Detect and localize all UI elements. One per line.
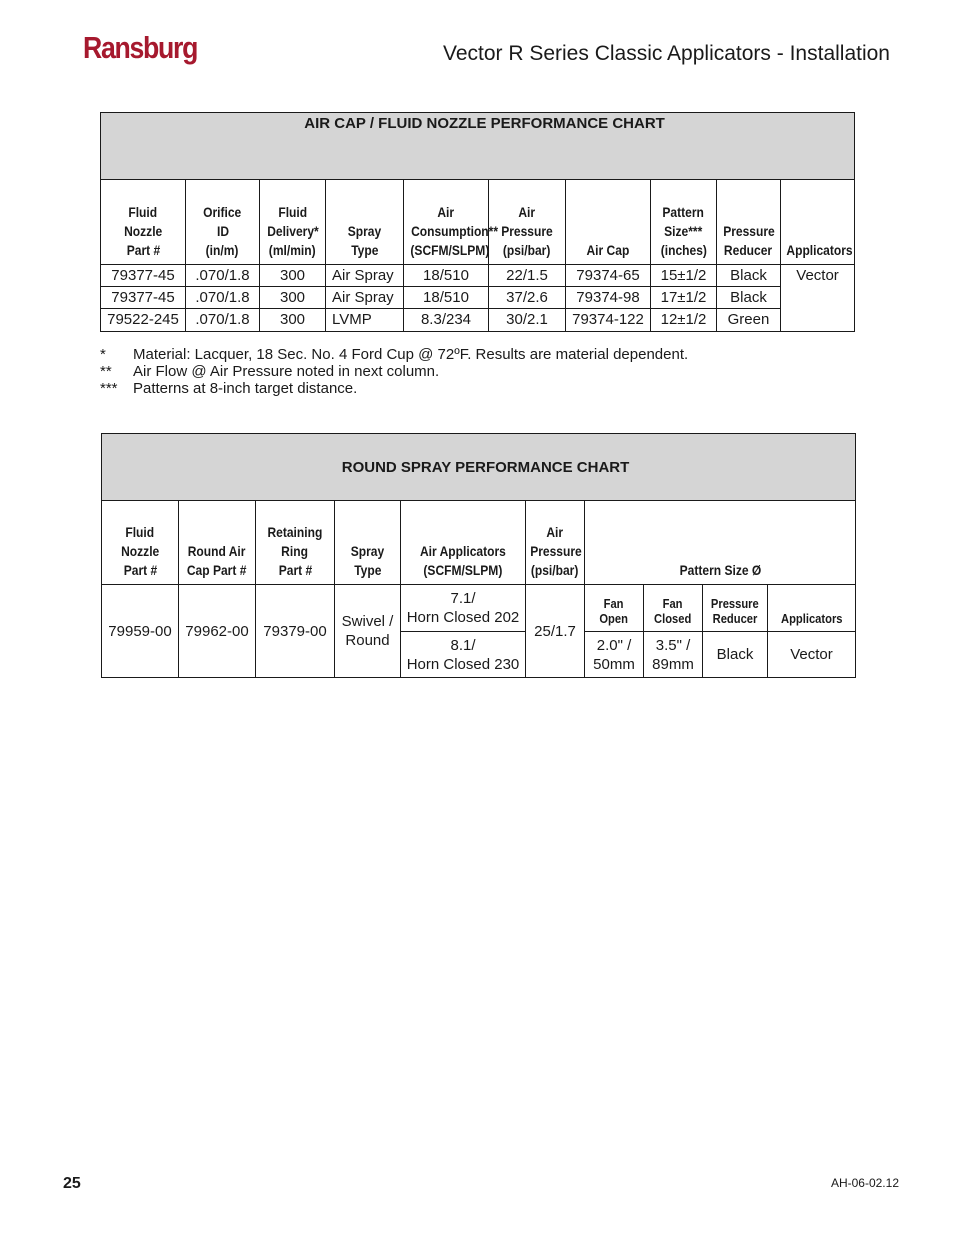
table-cell: 300 <box>260 265 326 287</box>
header-line: Pressure <box>530 543 582 559</box>
table-cell: 17±1/2 <box>651 287 717 309</box>
header-line: Fluid <box>128 204 158 220</box>
footnote-text: Patterns at 8-inch target distance. <box>133 380 358 397</box>
column-header <box>260 180 326 265</box>
table-cell: 15±1/2 <box>651 265 717 287</box>
footnote-mark: *** <box>100 380 118 397</box>
col-applicators <box>768 585 856 632</box>
header-line: Nozzle <box>123 223 163 239</box>
table-cell: Black <box>717 265 781 287</box>
footnote <box>100 363 688 380</box>
header-line: Fluid <box>278 204 307 220</box>
col-retaining-ring <box>256 501 335 585</box>
col-fan-closed <box>644 585 703 632</box>
col-pattern-size <box>585 501 856 585</box>
table-cell: .070/1.8 <box>186 287 260 309</box>
air-cap-performance-table <box>100 112 855 332</box>
header-line: Spray <box>350 543 385 559</box>
col-pressure-reducer <box>703 585 768 632</box>
air-pressure-value: 25/1.7 <box>526 585 585 678</box>
header-line: (ml/min) <box>269 242 316 258</box>
table-cell: 18/510 <box>404 265 489 287</box>
header-line: Round Air <box>188 543 246 559</box>
col-spray-type <box>335 501 401 585</box>
consumption-line: 8.1/ <box>450 636 476 654</box>
consumption-line: 7.1/ <box>450 590 476 607</box>
air-cap-header-row <box>101 180 855 265</box>
header-line: (psi/bar) <box>531 562 579 578</box>
footnote <box>100 346 688 363</box>
header-line: Fan <box>663 596 683 611</box>
fan-closed-line: 89mm <box>652 655 694 673</box>
header-line: Applicators <box>780 611 843 626</box>
header-line: Type <box>350 242 379 258</box>
header-line: Air Applicators <box>420 543 506 559</box>
table-cell: Air Spray <box>326 287 404 309</box>
col-air-consumption <box>401 501 526 585</box>
round-air-cap-value: 79962-00 <box>179 585 256 678</box>
col-air-pressure <box>526 501 585 585</box>
footnote-text: Material: Lacquer, 18 Sec. No. 4 Ford Cup @ 72ºF. Results are material dependent. <box>133 346 689 363</box>
fan-open-line: 2.0" / <box>596 636 632 654</box>
fluid-nozzle-value: 79959-00 <box>102 585 179 678</box>
brand-logo: Ransburg <box>83 30 198 65</box>
header-line: Air Cap <box>586 242 630 258</box>
table-cell: LVMP <box>326 309 404 332</box>
fan-open-line: 50mm <box>593 655 635 673</box>
header-line: (psi/bar) <box>503 242 551 258</box>
table-cell: 79522-245 <box>101 309 186 332</box>
document-title: Vector R Series Classic Applicators - Installation <box>442 42 890 65</box>
spray-type-line: Swivel / <box>341 613 394 630</box>
table-cell: 22/1.5 <box>489 265 566 287</box>
fan-closed-value <box>644 632 703 678</box>
header-line: Pressure <box>722 223 775 239</box>
footnote <box>100 380 688 397</box>
column-header <box>186 180 260 265</box>
table-cell: 37/2.6 <box>489 287 566 309</box>
header-line: Pressure <box>501 223 553 239</box>
header-line: Size*** <box>664 223 703 239</box>
column-header <box>717 180 781 265</box>
footnote-text: Air Flow @ Air Pressure noted in next column. <box>133 363 440 380</box>
header-line: Pattern <box>662 204 705 220</box>
table-cell: 79374-122 <box>566 309 651 332</box>
fan-closed-line: 3.5" / <box>655 636 691 654</box>
air-cap-chart-title: AIR CAP / FLUID NOZZLE PERFORMANCE CHART <box>101 113 855 180</box>
table-cell: .070/1.8 <box>186 309 260 332</box>
table-cell: 300 <box>260 287 326 309</box>
col-round-air-cap <box>179 501 256 585</box>
table-cell: 8.3/234 <box>404 309 489 332</box>
header-line: (SCFM/SLPM) <box>410 242 490 258</box>
round-spray-header-row <box>102 501 856 585</box>
header-line: Reducer <box>724 242 773 258</box>
retaining-ring-value: 79379-00 <box>256 585 335 678</box>
table-cell: 300 <box>260 309 326 332</box>
table-cell: .070/1.8 <box>186 265 260 287</box>
header-line: (inches) <box>660 242 707 258</box>
header-line: (in/m) <box>206 242 239 258</box>
header-line: Closed <box>654 611 692 626</box>
header-line: Orifice <box>203 204 242 220</box>
header-line: (SCFM/SLPM) <box>423 562 503 578</box>
column-header <box>101 180 186 265</box>
table-cell: 79377-45 <box>101 265 186 287</box>
header-line: Part # <box>278 562 312 578</box>
footnote-mark: * <box>100 346 106 363</box>
table-cell: Green <box>717 309 781 332</box>
header-line: Applicators <box>786 242 853 258</box>
header-line: Consumption** <box>411 223 499 239</box>
header-line: Pattern Size Ø <box>679 562 761 578</box>
consumption-value <box>401 585 526 632</box>
column-header <box>566 180 651 265</box>
header-line: Reducer <box>712 611 758 626</box>
page-number: 25 <box>63 1175 81 1192</box>
header-line: Spray <box>347 223 382 239</box>
header-line: Fan <box>604 596 624 611</box>
table-row <box>101 309 855 332</box>
header-line: Pressure <box>711 596 759 611</box>
table-cell: 79374-98 <box>566 287 651 309</box>
spray-type-line: Round <box>345 632 390 649</box>
header-line: Part # <box>126 242 160 258</box>
table-cell: 79374-65 <box>566 265 651 287</box>
header-line: Retaining <box>267 524 323 540</box>
table-cell: 12±1/2 <box>651 309 717 332</box>
applicators-cell: Vector <box>781 265 855 332</box>
col-fluid-nozzle <box>102 501 179 585</box>
table-row <box>101 287 855 309</box>
spray-type-value <box>335 585 401 678</box>
col-fan-open <box>585 585 644 632</box>
header-line: Delivery* <box>266 223 319 239</box>
header-line: Type <box>353 562 382 578</box>
table-row <box>101 265 855 287</box>
column-header <box>404 180 499 265</box>
table-cell: 18/510 <box>404 287 489 309</box>
pressure-reducer-value: Black <box>703 632 768 678</box>
table-cell: Air Spray <box>326 265 404 287</box>
footnotes <box>100 346 688 397</box>
header-line: Part # <box>123 562 157 578</box>
header-line: Cap Part # <box>187 562 247 578</box>
header-line: Nozzle <box>120 543 160 559</box>
document-code: AH-06-02.12 <box>830 1176 899 1190</box>
header-line: Air <box>437 204 455 220</box>
column-header <box>489 180 566 265</box>
round-spray-performance-table <box>101 433 856 678</box>
column-header <box>781 180 855 265</box>
consumption-value <box>401 632 526 678</box>
consumption-line: Horn Closed 230 <box>406 655 520 673</box>
header-line: Ring <box>281 543 309 559</box>
header-line: Air <box>546 524 564 540</box>
header-line: Open <box>599 611 629 626</box>
header-line: ID <box>216 223 229 239</box>
consumption-line: Horn Closed 202 <box>406 609 520 626</box>
round-spray-subheader-row <box>102 585 856 632</box>
header-line: Fluid <box>125 524 155 540</box>
round-spray-chart-title: ROUND SPRAY PERFORMANCE CHART <box>102 434 856 501</box>
header-line: Air <box>518 204 536 220</box>
fan-open-value <box>585 632 644 678</box>
table-cell: 79377-45 <box>101 287 186 309</box>
column-header <box>651 180 717 265</box>
applicators-value: Vector <box>768 632 856 678</box>
footnote-mark: ** <box>100 363 112 380</box>
table-cell: 30/2.1 <box>489 309 566 332</box>
column-header <box>326 180 404 265</box>
table-cell: Black <box>717 287 781 309</box>
